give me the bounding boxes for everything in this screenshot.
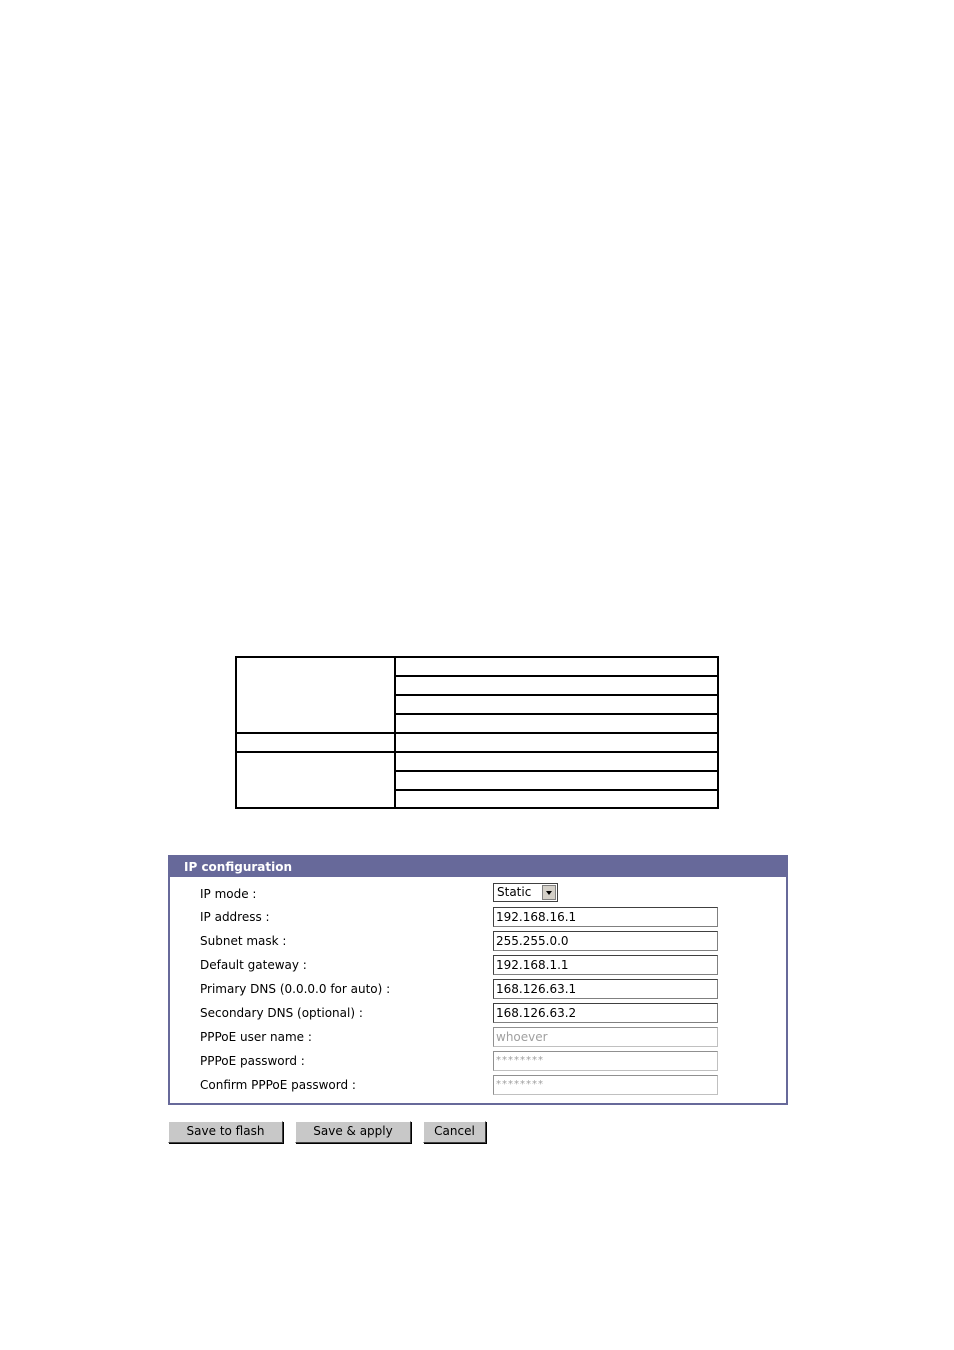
ip-address-label: IP address : [200,910,270,924]
subnet-mask-row [170,931,786,955]
ip-configuration-panel [168,855,788,1105]
ip-mode-value: Static [497,885,532,899]
secondary-dns-row [170,1003,786,1027]
default-gateway-input[interactable]: 192.168.1.1 [493,955,718,975]
secondary-dns-label: Secondary DNS (optional) : [200,1006,363,1020]
confirm-pppoe-password-label: Confirm PPPoE password : [200,1078,356,1092]
pppoe-password-input[interactable]: ******** [493,1051,718,1071]
confirm-pppoe-password-row [170,1075,786,1099]
primary-dns-label: Primary DNS (0.0.0.0 for auto) : [200,982,391,996]
table-divider [396,713,717,715]
ip-mode-select[interactable] [493,883,558,902]
panel-title: IP configuration [170,857,786,877]
confirm-pppoe-password-input[interactable]: ******** [493,1075,718,1095]
pppoe-password-label: PPPoE password : [200,1054,305,1068]
ip-address-input[interactable]: 192.168.16.1 [493,907,718,927]
ip-address-row [170,907,786,931]
save-to-flash-button[interactable]: Save to flash [168,1121,283,1143]
primary-dns-input[interactable]: 168.126.63.1 [493,979,718,999]
save-and-apply-button[interactable]: Save & apply [295,1121,411,1143]
ip-mode-label: IP mode : [200,887,257,901]
pppoe-user-input[interactable]: whoever [493,1027,718,1047]
table-divider [237,732,717,734]
pppoe-password-row [170,1051,786,1075]
primary-dns-row [170,979,786,1003]
pppoe-user-label: PPPoE user name : [200,1030,312,1044]
default-gateway-label: Default gateway : [200,958,307,972]
chevron-down-icon[interactable] [542,885,556,900]
subnet-mask-input[interactable]: 255.255.0.0 [493,931,718,951]
empty-grid-table [235,656,719,809]
default-gateway-row [170,955,786,979]
table-divider [396,770,717,772]
table-divider [237,751,717,753]
cancel-button[interactable]: Cancel [423,1121,486,1143]
table-divider [396,789,717,791]
table-divider [396,675,717,677]
secondary-dns-input[interactable]: 168.126.63.2 [493,1003,718,1023]
table-divider [396,694,717,696]
subnet-mask-label: Subnet mask : [200,934,287,948]
pppoe-user-row [170,1027,786,1051]
